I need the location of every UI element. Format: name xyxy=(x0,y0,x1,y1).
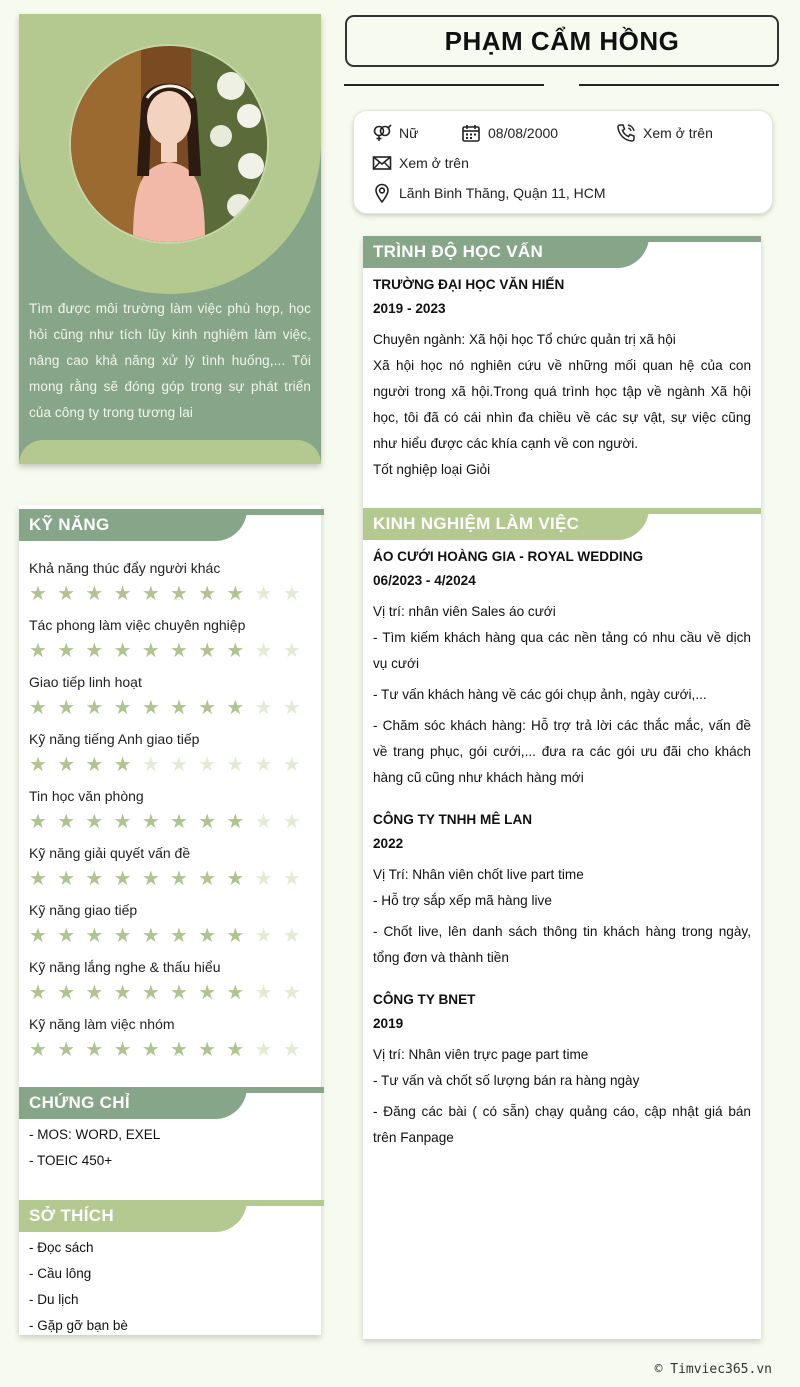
skill-name: Kỹ năng giải quyết vấn đề xyxy=(29,845,191,861)
star-icon: ★ xyxy=(170,811,188,833)
star-icon: ★ xyxy=(57,754,76,776)
star-icon: ★ xyxy=(226,583,245,605)
star-icon: ★ xyxy=(170,982,188,1004)
portrait-photo xyxy=(71,46,267,242)
star-icon: ★ xyxy=(282,925,301,947)
list-item: - Gặp gỡ bạn bè xyxy=(29,1318,128,1333)
skill-name: Khả năng thúc đẩy người khác xyxy=(29,560,221,576)
star-icon: ★ xyxy=(254,583,273,605)
gender-icon xyxy=(372,123,392,143)
star-icon: ★ xyxy=(113,1039,132,1061)
star-icon: ★ xyxy=(85,697,104,719)
star-icon: ★ xyxy=(282,811,301,833)
star-icon: ★ xyxy=(85,583,104,605)
job-task: - Chốt live, lên danh sách thông tin khách hàng trong ngày, tổng đơn và thành tiền xyxy=(373,924,751,965)
star-icon: ★ xyxy=(57,925,76,947)
star-icon: ★ xyxy=(254,925,273,947)
star-icon: ★ xyxy=(141,583,160,605)
hobbies-list xyxy=(29,1235,128,1339)
profile-card xyxy=(19,14,321,464)
certificates-header xyxy=(19,1087,321,1119)
job-task: - Chăm sóc khách hàng: Hỗ trợ trả lời các thắc mắc, vấn đề về trang phục, gói cưới,... đưa ra các gói ưu đãi cho khách hàng cũ cũng như khách hàng mới xyxy=(373,718,751,785)
star-icon: ★ xyxy=(198,925,217,947)
main-card xyxy=(363,236,761,1339)
star-icon: ★ xyxy=(57,697,76,719)
skill-row xyxy=(29,843,311,889)
job-task: - Đăng các bài ( có sẵn) chạy quảng cáo, cập nhật giá bán trên Fanpage xyxy=(373,1104,751,1145)
star-icon: ★ xyxy=(198,982,217,1004)
skill-row xyxy=(29,672,311,718)
star-icon: ★ xyxy=(226,1039,245,1061)
star-icon: ★ xyxy=(29,982,47,1004)
star-icon: ★ xyxy=(226,640,245,662)
star-icon: ★ xyxy=(226,811,245,833)
star-icon: ★ xyxy=(254,1039,273,1061)
star-icon: ★ xyxy=(57,1039,76,1061)
star-icon: ★ xyxy=(170,583,188,605)
email-icon xyxy=(372,153,392,173)
star-icon: ★ xyxy=(141,811,160,833)
footer-copyright: © Timviec365.vn xyxy=(654,1362,772,1377)
hobbies-header xyxy=(19,1200,321,1232)
skill-rating xyxy=(29,584,311,604)
job-position: Vị trí: Nhân viên trực page part time xyxy=(373,1047,589,1062)
star-icon: ★ xyxy=(57,583,76,605)
divider-right xyxy=(579,84,779,86)
star-icon: ★ xyxy=(254,754,273,776)
experience-header xyxy=(363,508,761,540)
star-icon: ★ xyxy=(141,925,160,947)
star-icon: ★ xyxy=(170,754,188,776)
skill-row xyxy=(29,900,311,946)
job-task: - Tư vấn khách hàng về các gói chụp ảnh, ngày cưới,... xyxy=(373,687,707,702)
star-icon: ★ xyxy=(254,868,273,890)
star-icon: ★ xyxy=(198,697,217,719)
list-item: - Cầu lông xyxy=(29,1266,92,1281)
star-icon: ★ xyxy=(226,754,245,776)
skill-name: Tác phong làm việc chuyên nghiệp xyxy=(29,617,246,633)
star-icon: ★ xyxy=(198,868,217,890)
skill-rating xyxy=(29,869,311,889)
email-value: Xem ở trên xyxy=(399,155,469,171)
star-icon: ★ xyxy=(113,868,132,890)
star-icon: ★ xyxy=(113,697,132,719)
divider-left xyxy=(344,84,544,86)
star-icon: ★ xyxy=(282,583,301,605)
education-major: Chuyên ngành: Xã hội học Tổ chức quản trị xã hội xyxy=(373,332,676,347)
star-icon: ★ xyxy=(282,754,301,776)
education-header xyxy=(363,236,761,268)
job-task: - Tư vấn và chốt số lượng bán ra hàng ngày xyxy=(373,1073,640,1088)
job-period: 06/2023 - 4/2024 xyxy=(373,573,476,588)
job-company: ÁO CƯỚI HOÀNG GIA - ROYAL WEDDING xyxy=(373,549,644,564)
star-icon: ★ xyxy=(113,754,132,776)
skill-name: Giao tiếp linh hoạt xyxy=(29,674,142,690)
skill-name: Kỹ năng lắng nghe & thấu hiểu xyxy=(29,959,221,975)
star-icon: ★ xyxy=(57,982,76,1004)
job-position: Vị Trí: Nhân viên chốt live part time xyxy=(373,867,584,882)
star-icon: ★ xyxy=(57,811,76,833)
job-company: CÔNG TY BNET xyxy=(373,992,476,1007)
education-description: Xã hội học nó nghiên cứu về những mối quan hệ của con người trong xã hội.Trong quá trình học tập về ngành Xã hội học, tôi đã có cái nhìn đa chiều về các sự vật, sự việc cũng như hiểu được các khía cạnh về con người. xyxy=(373,358,751,451)
avatar xyxy=(69,44,269,244)
star-icon: ★ xyxy=(141,640,160,662)
star-icon: ★ xyxy=(198,583,217,605)
hobbies-title: SỞ THÍCH xyxy=(29,1206,114,1225)
star-icon: ★ xyxy=(282,982,301,1004)
star-icon: ★ xyxy=(85,868,104,890)
star-icon: ★ xyxy=(226,697,245,719)
list-item: - TOEIC 450+ xyxy=(29,1153,113,1168)
star-icon: ★ xyxy=(282,868,301,890)
skill-rating xyxy=(29,983,311,1003)
star-icon: ★ xyxy=(254,697,273,719)
star-icon: ★ xyxy=(85,925,104,947)
star-icon: ★ xyxy=(141,868,160,890)
star-icon: ★ xyxy=(85,640,104,662)
education-block xyxy=(373,273,751,483)
star-icon: ★ xyxy=(282,640,301,662)
skill-name: Kỹ năng làm việc nhóm xyxy=(29,1016,175,1032)
education-grade: Tốt nghiệp loại Giỏi xyxy=(373,462,491,477)
star-icon: ★ xyxy=(29,1039,47,1061)
star-icon: ★ xyxy=(170,640,188,662)
star-icon: ★ xyxy=(198,811,217,833)
star-icon: ★ xyxy=(198,1039,217,1061)
star-icon: ★ xyxy=(113,640,132,662)
star-icon: ★ xyxy=(29,640,47,662)
star-icon: ★ xyxy=(85,811,104,833)
skill-name: Kỹ năng giao tiếp xyxy=(29,902,138,918)
skill-rating xyxy=(29,755,311,775)
address-value: Lãnh Binh Thăng, Quận 11, HCM xyxy=(399,185,606,201)
star-icon: ★ xyxy=(170,868,188,890)
skill-row xyxy=(29,786,311,832)
star-icon: ★ xyxy=(85,754,104,776)
skill-rating xyxy=(29,698,311,718)
star-icon: ★ xyxy=(141,982,160,1004)
star-icon: ★ xyxy=(29,811,47,833)
star-icon: ★ xyxy=(85,1039,104,1061)
job-task: - Hỗ trợ sắp xếp mã hàng live xyxy=(373,893,552,908)
job-company: CÔNG TY TNHH MÊ LAN xyxy=(373,812,533,827)
star-icon: ★ xyxy=(141,754,160,776)
star-icon: ★ xyxy=(85,982,104,1004)
list-item: - MOS: WORD, EXEL xyxy=(29,1127,161,1142)
certificates-list xyxy=(29,1122,160,1174)
skill-row xyxy=(29,558,311,604)
skills-card xyxy=(19,505,321,1335)
star-icon: ★ xyxy=(29,868,47,890)
star-icon: ★ xyxy=(29,697,47,719)
star-icon: ★ xyxy=(254,640,273,662)
skill-row xyxy=(29,615,311,661)
star-icon: ★ xyxy=(170,697,188,719)
skill-rating xyxy=(29,926,311,946)
skill-row xyxy=(29,729,311,775)
job-entry xyxy=(373,545,751,791)
location-pin-icon xyxy=(372,183,392,203)
star-icon: ★ xyxy=(29,583,47,605)
star-icon: ★ xyxy=(29,925,47,947)
skill-rating xyxy=(29,641,311,661)
school-name: TRƯỜNG ĐẠI HỌC VĂN HIẾN xyxy=(373,277,565,292)
phone-icon xyxy=(616,123,636,143)
list-item: - Đọc sách xyxy=(29,1240,94,1255)
calendar-icon xyxy=(461,123,481,143)
education-title: TRÌNH ĐỘ HỌC VẤN xyxy=(373,242,544,261)
profile-bottom-arc xyxy=(19,440,321,464)
gender-value: Nữ xyxy=(399,125,419,141)
job-entry xyxy=(373,988,751,1151)
star-icon: ★ xyxy=(226,925,245,947)
skill-name: Tin học văn phòng xyxy=(29,788,144,804)
education-period: 2019 - 2023 xyxy=(373,301,446,316)
job-task: - Tìm kiếm khách hàng qua các nền tảng có nhu cầu về dịch vụ cưới xyxy=(373,630,751,671)
list-item: - Du lịch xyxy=(29,1292,79,1307)
star-icon: ★ xyxy=(170,925,188,947)
star-icon: ★ xyxy=(57,640,76,662)
star-icon: ★ xyxy=(198,640,217,662)
skill-rating xyxy=(29,1040,311,1060)
experience-title: KINH NGHIỆM LÀM VIỆC xyxy=(373,514,580,533)
job-period: 2019 xyxy=(373,1016,404,1031)
certificates-title: CHỨNG CHỈ xyxy=(29,1093,130,1112)
star-icon: ★ xyxy=(113,982,132,1004)
star-icon: ★ xyxy=(113,811,132,833)
star-icon: ★ xyxy=(226,982,245,1004)
job-period: 2022 xyxy=(373,836,404,851)
star-icon: ★ xyxy=(254,982,273,1004)
job-entry xyxy=(373,808,751,971)
star-icon: ★ xyxy=(113,583,132,605)
birthday-value: 08/08/2000 xyxy=(488,125,559,141)
star-icon: ★ xyxy=(170,1039,188,1061)
skills-title: KỸ NĂNG xyxy=(29,515,110,534)
career-objective: Tìm được môi trường làm việc phù hợp, học hỏi cũng như tích lũy kinh nghiệm làm việc, nâng cao khả năng xử lý tình huống,... Tôi mong rằng sẽ đóng góp trong sự phát triển của công ty trong tương lai xyxy=(29,301,311,420)
skill-row xyxy=(29,957,311,1003)
phone-value: Xem ở trên xyxy=(643,125,713,141)
job-position: Vị trí: nhân viên Sales áo cưới xyxy=(373,604,556,619)
skill-row xyxy=(29,1014,311,1060)
full-name: PHẠM CẨM HỒNG xyxy=(345,15,779,67)
skills-header xyxy=(19,509,321,541)
star-icon: ★ xyxy=(141,1039,160,1061)
contact-card xyxy=(353,110,773,214)
star-icon: ★ xyxy=(57,868,76,890)
star-icon: ★ xyxy=(282,697,301,719)
star-icon: ★ xyxy=(29,754,47,776)
star-icon: ★ xyxy=(254,811,273,833)
skill-rating xyxy=(29,812,311,832)
star-icon: ★ xyxy=(226,868,245,890)
star-icon: ★ xyxy=(198,754,217,776)
skill-name: Kỹ năng tiếng Anh giao tiếp xyxy=(29,731,200,747)
star-icon: ★ xyxy=(113,925,132,947)
star-icon: ★ xyxy=(141,697,160,719)
star-icon: ★ xyxy=(282,1039,301,1061)
